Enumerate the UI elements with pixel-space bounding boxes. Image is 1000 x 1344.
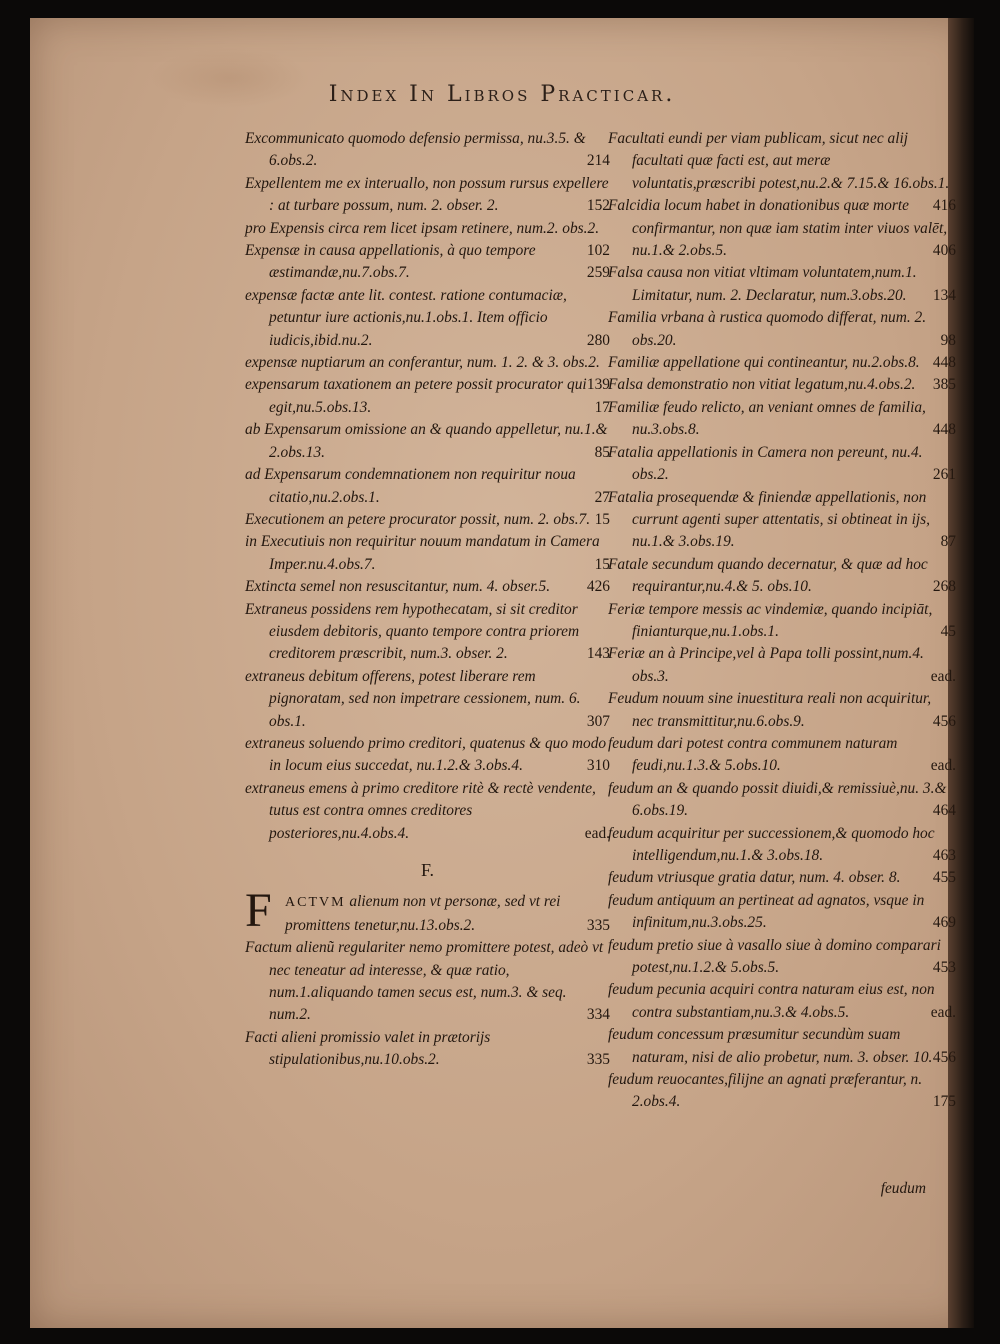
index-entry (608, 442, 956, 487)
entry-text: expensarum taxationem an petere possit procurator qui egit,nu.5.obs.13. (245, 376, 587, 416)
smallcaps-word: ACTVM (285, 895, 346, 911)
page-ref: 261 (932, 466, 956, 484)
index-entry (608, 374, 956, 396)
page-ref: 15 (594, 555, 610, 573)
entry-text: Facti alieni promissio valet in prætorijs stipulationibus,nu.10.obs.2. (245, 1028, 491, 1069)
page-ref: ead. (584, 824, 610, 842)
catchword: feudum (880, 1180, 926, 1197)
index-entry (245, 352, 610, 394)
page-ref: 214 (586, 152, 610, 170)
entry-text: feudum vtriusque gratia datur, num. 4. obser. 8. (608, 869, 901, 887)
entry-text: Expellentem me ex interuallo, non possum rursus expellere : at turbare possum, num. 2. obser. 2. (245, 174, 609, 215)
index-entry (608, 307, 956, 352)
index-entry (608, 487, 956, 554)
page-ref: ead. (930, 757, 956, 775)
entry-text: extraneus soluendo primo creditori, quatenus & quo modo in locum eius succedat, nu.1.2.& 3.obs.4. (245, 734, 607, 775)
entry-text: feudum an & quando possit diuidi,& remissiuè,nu. 3.& 6.obs.19. (608, 779, 947, 820)
index-entry (608, 1069, 956, 1114)
index-entry (608, 599, 956, 644)
index-entry (608, 733, 956, 778)
running-head: Index In Libros Practicar. (328, 82, 676, 107)
page-ref: 310 (586, 757, 610, 775)
entry-text: Falsa causa non vitiat vltimam voluntatem,num.1. Limitatur, num. 2. Declaratur, num.3.obs.20. (608, 264, 917, 304)
page-ref: 45 (940, 622, 956, 640)
entry-text: Familiæ feudo relicto, an veniant omnes de familia, nu.3.obs.8. (608, 398, 926, 439)
entry-text: extraneus debitum offerens, potest liberare rem pignoratam, sed non impetrare cessionem, num. 6. obs.1. (245, 667, 581, 730)
entry-text: Extincta semel non resuscitantur, num. 4. obser.5. (245, 578, 551, 596)
page-ref: 259 (586, 264, 610, 282)
index-entry (245, 464, 610, 509)
page-ref: 448 (932, 354, 956, 372)
entry-text: Falcidia locum habet in donationibus quæ morte confirmantur, non quæ iam statim inter viuos valēt, nu.1.& 2.obs.5. (608, 197, 948, 260)
page-ref: 17 (594, 398, 610, 416)
page-ref: 469 (932, 914, 956, 932)
entry-text: Fatalia appellationis in Camera non pereunt, nu.4. obs.2. (608, 443, 923, 484)
drop-cap: F (245, 884, 272, 938)
index-entry (608, 262, 956, 307)
page-ref: 385 (932, 376, 956, 394)
page-ref: 27 (594, 488, 610, 506)
index-entry (608, 195, 956, 262)
entry-text: Factum alienũ regulariter nemo promittere potest, adeò vt nec teneatur ad interesse, & quæ ratio, num.1.aliquando tamen secus est, num.3. & seq. num.2. (245, 939, 604, 1024)
entry-text: feudum pretio siue à vasallo siue à domino comparari potest,nu.1.2.& 5.obs.5. (608, 936, 941, 977)
entry-text: Facultati eundi per viam publicam, sicut nec alij facultati quæ facti est, aut meræ voluntatis,præscribi potest,nu.2.& 7.15.& 16.obs.1. (608, 130, 950, 192)
index-entry (245, 509, 610, 531)
index-entry (245, 419, 610, 464)
index-entry (608, 867, 956, 889)
entry-text: alienum non vt personæ, sed vt rei promittens tenetur,nu.13.obs.2. (285, 893, 561, 934)
index-entry (245, 374, 610, 419)
page-ref: 334 (586, 1006, 610, 1024)
index-entry (245, 240, 610, 285)
entry-text: expensæ factæ ante lit. contest. ratione contumaciæ, petuntur iure actionis,nu.1.obs.1. Item officio iudicis,ibid.nu.2. (245, 286, 567, 349)
page-ref: 143 (586, 645, 610, 663)
index-entry (608, 778, 956, 823)
entry-text: pro Expensis circa rem licet ipsam retinere, num.2. obs.2. (245, 219, 600, 237)
entry-text: Excommunicato quomodo defensio permissa, nu.3.5. & 6.obs.2. (245, 130, 586, 170)
entry-text: Familia vrbana à rustica quomodo differat, num. 2. obs.20. (608, 309, 927, 349)
entry-text: Fatalia prosequendæ & finiendæ appellationis, non currunt agenti super attentatis, si obtineat in ijs, nu.1.& 3.obs.19. (608, 488, 930, 551)
index-entry (245, 666, 610, 733)
page-ref: 456 (932, 712, 956, 730)
entry-text: Feriæ tempore messis ac vindemiæ, quando incipiāt, finianturque,nu.1.obs.1. (608, 600, 933, 640)
page-ref: 416 (932, 197, 956, 215)
entry-text: feudum antiquum an pertineat ad agnatos, vsque in infinitum,nu.3.obs.25. (608, 891, 925, 932)
entry-text: Feriæ an à Principe,vel à Papa tolli possint,num.4. obs.3. (608, 645, 924, 685)
entry-text: expensæ nuptiarum an conferantur, num. 1. 2. & 3. obs.2. (245, 354, 600, 372)
index-entry (608, 823, 956, 868)
entry-text: feudum pecunia acquiri contra naturam eius est, non contra substantiam,nu.3.& 4.obs.5. (608, 981, 935, 1021)
entry-text: feudum dari potest contra communem naturam feudi,nu.1.3.& 5.obs.10. (608, 734, 898, 775)
page-ref: 280 (586, 331, 610, 349)
page-ref: 463 (932, 847, 956, 864)
page-ref: 102 (586, 242, 610, 260)
letter-heading: F. (420, 860, 435, 880)
index-entry (608, 890, 956, 935)
page-ref: 175 (932, 1093, 956, 1111)
entry-text: Falsa demonstratio non vitiat legatum,nu.4.obs.2. (608, 376, 916, 394)
page-ref: 98 (940, 331, 956, 349)
index-entry (245, 285, 610, 352)
page-ref: 15 (594, 510, 610, 528)
entry-text: Familiæ appellatione qui contineantur, nu.2.obs.8. (608, 354, 920, 372)
index-entry (608, 352, 956, 374)
page-ref: 456 (932, 1048, 956, 1066)
page-ref: 335 (586, 916, 610, 934)
index-entry (245, 937, 610, 1027)
index-entry-f-first (245, 884, 610, 938)
page-ref: 307 (586, 712, 610, 730)
entry-text: ad Expensarum condemnationem non requiritur noua citatio,nu.2.obs.1. (245, 466, 576, 506)
index-entry (608, 643, 956, 688)
page-ref: 464 (932, 802, 956, 820)
page-ref: 426 (586, 578, 610, 596)
entry-text: extraneus emens à primo creditore ritè & rectè vendente, tutus est contra omnes creditores posteriores,nu.4.obs.4. (245, 779, 596, 842)
page-ref: 139 (586, 376, 610, 394)
left-entry-list (245, 128, 610, 845)
index-entry (245, 128, 610, 173)
index-entry (245, 1027, 610, 1072)
page-ref: 134 (932, 286, 956, 304)
entry-text: feudum concessum præsumitur secundùm suam naturam, nisi de alio probetur, num. 3. obser. 10. (608, 1026, 933, 1066)
index-entry (608, 397, 956, 442)
page-ref: 87 (940, 533, 956, 551)
book-page (30, 18, 974, 1328)
entry-text: ab Expensarum omissione an & quando appelletur, nu.1.& 2.obs.13. (245, 421, 608, 461)
index-entry (245, 218, 610, 260)
page-ref: 335 (586, 1051, 610, 1069)
index-entry (608, 554, 956, 599)
page-ref: 455 (932, 869, 956, 887)
right-column (608, 128, 956, 1114)
entry-text: Extraneus possidens rem hypothecatam, si sit creditor eiusdem debitoris, quanto tempore contra priorem creditorem præscribit, num.3. obser. 2. (245, 600, 580, 663)
entry-text: feudum acquiritur per successionem,& quomodo hoc intelligendum,nu.1.& 3.obs.18. (608, 824, 935, 864)
index-entry (245, 576, 610, 598)
index-entry (608, 979, 956, 1024)
page-ref: 453 (932, 959, 956, 977)
right-entry-list (608, 128, 956, 1114)
entry-text: Fatale secundum quando decernatur, & quæ ad hoc requirantur,nu.4.& 5. obs.10. (608, 555, 928, 596)
entry-text: in Executiuis non requiritur nouum mandatum in Camera Imper.nu.4.obs.7. (245, 533, 600, 573)
entry-text: Feudum nouum sine inuestitura reali non acquiritur, nec transmittitur,nu.6.obs.9. (608, 690, 932, 730)
page-ref: ead. (930, 1003, 956, 1021)
page-ref: ead. (930, 667, 956, 685)
f-entry-list (245, 937, 610, 1071)
left-column (245, 128, 610, 1072)
index-entry (245, 733, 610, 778)
page-ref: 152 (586, 197, 610, 215)
index-entry (608, 935, 956, 980)
index-entry (245, 531, 610, 576)
entry-text: Executionem an petere procurator possit, num. 2. obs.7. (245, 510, 591, 528)
index-entry (608, 688, 956, 733)
index-entry (245, 778, 610, 845)
index-entry (245, 173, 610, 218)
index-entry (608, 1024, 956, 1069)
index-entry (245, 599, 610, 666)
page-ref: 406 (932, 242, 956, 260)
entry-text: Expensæ in causa appellationis, à quo tempore æstimandæ,nu.7.obs.7. (245, 242, 536, 282)
index-entry (608, 128, 956, 215)
page-ref: 85 (594, 443, 610, 461)
entry-text: feudum reuocantes,filijne an agnati præferantur, n. 2.obs.4. (608, 1071, 923, 1111)
page-ref: 448 (932, 421, 956, 439)
page-ref: 268 (932, 578, 956, 596)
